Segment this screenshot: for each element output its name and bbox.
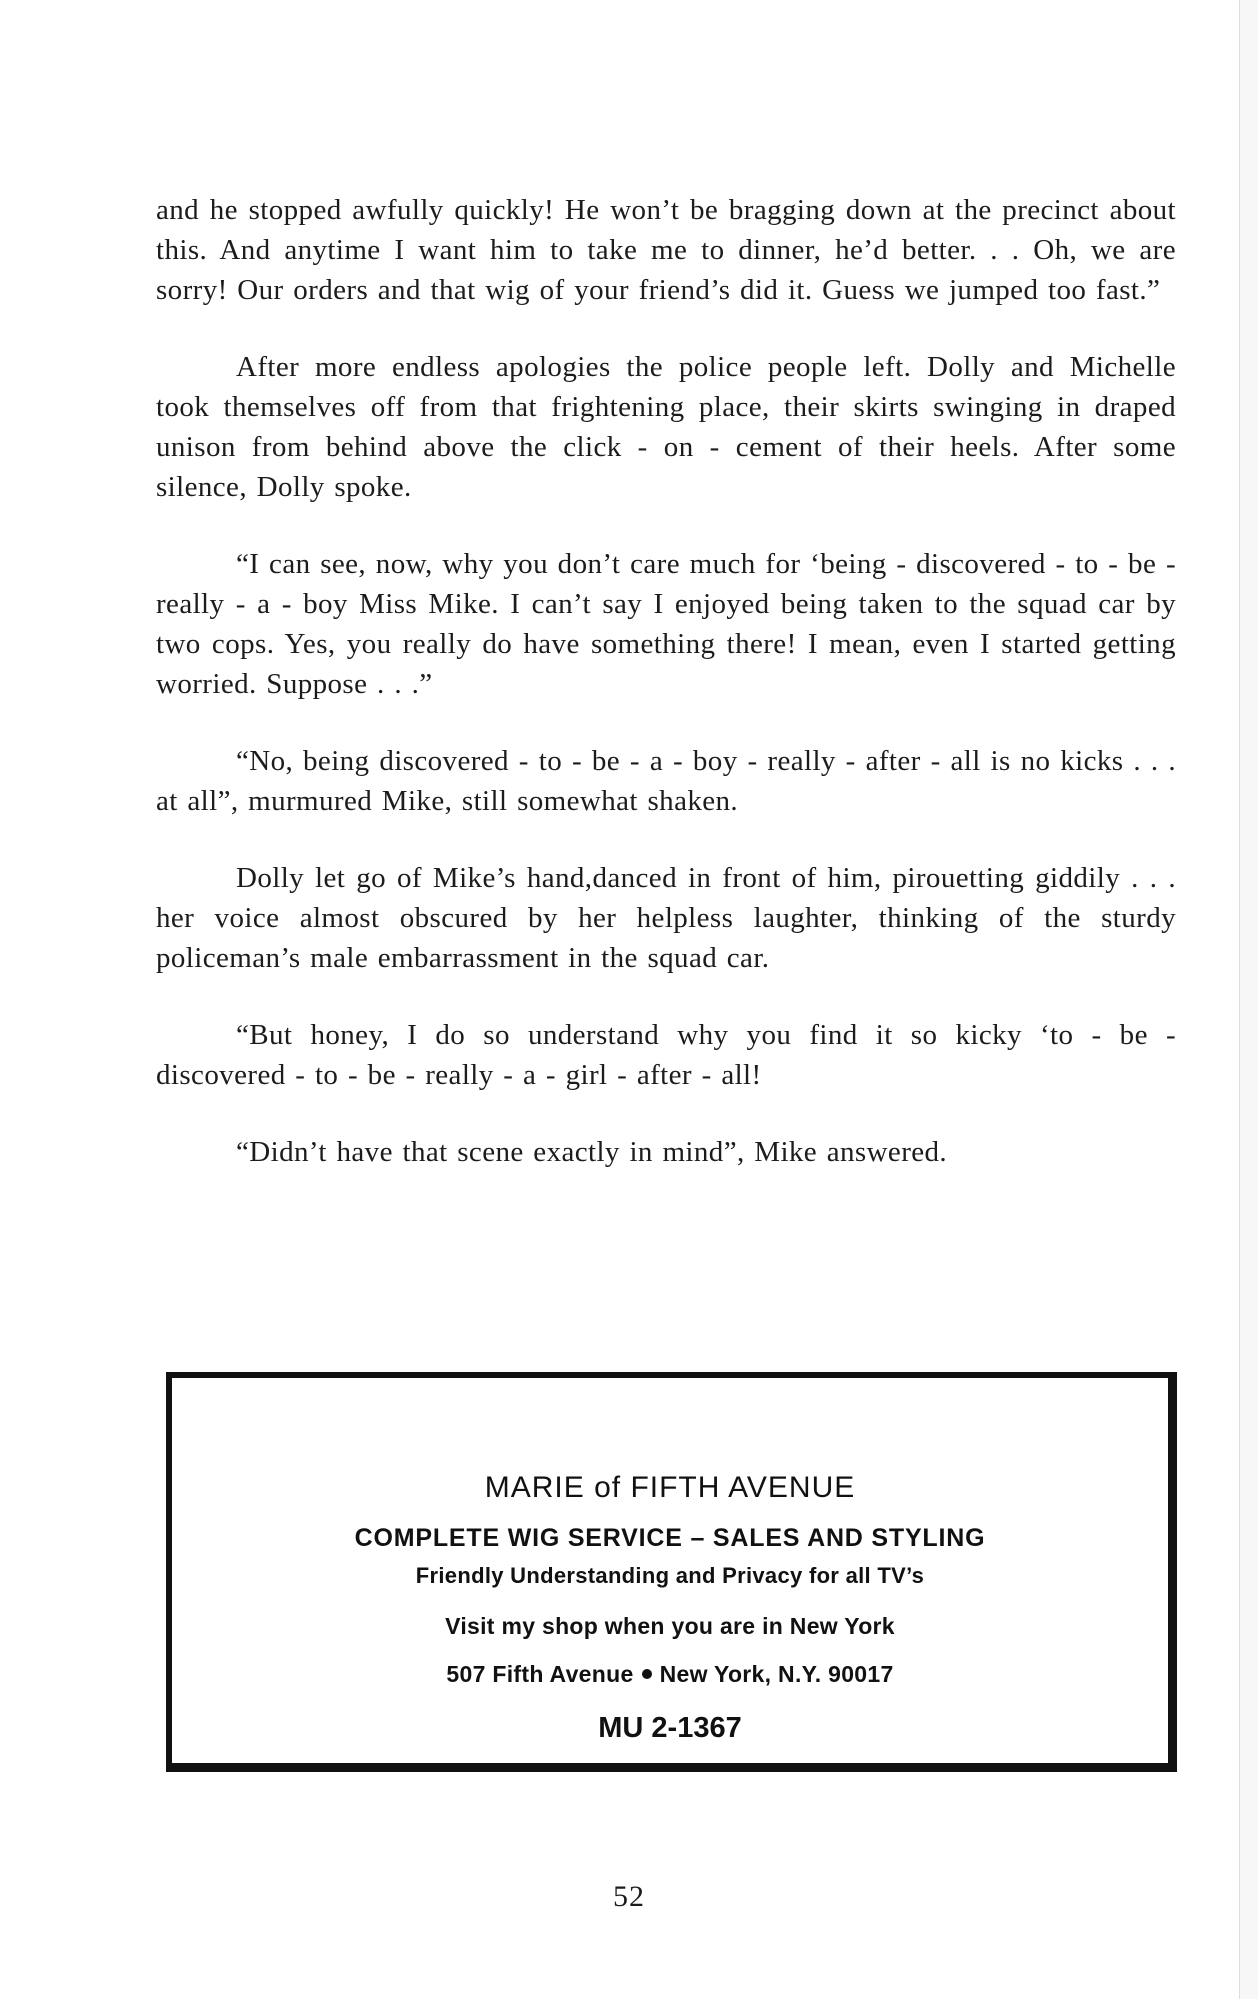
ad-phone: MU 2-1367 [598,1712,742,1744]
ad-title: MARIE of FIFTH AVENUE [484,1471,856,1504]
paragraph-2: After more endless apologies the police people left. Dolly and Michelle took themselves off from that frightening place, their skirts swinging in draped unison from behind above the click - on - cement of their heels. After some silence, Dolly spoke. [156,351,1176,503]
paragraph-7: “Didn’t have that scene exactly in mind”, Mike answered. [236,1136,948,1168]
paragraph-3: “I can see, now, why you don’t care much for ‘being - discovered - to - be - really - a - boy Miss Mike. I can’t say I enjoyed being taken to the squad car by two cops. Yes, you really do have something there! I mean, even I started getting worried. Suppose . . .” [156,548,1176,700]
page-body [156,190,1176,1209]
advertisement-box [166,1372,1177,1772]
paragraph-1: and he stopped awfully quickly! He won’t be bragging down at the precinct about this. And anytime I want him to take me to dinner, he’d better. . . Oh, we are sorry! Our orders and that wig of your friend’s did it. Guess we jumped too fast.” [156,194,1176,306]
ad-subtitle: COMPLETE WIG SERVICE – SALES AND STYLING [354,1524,986,1552]
paragraph-5: Dolly let go of Mike’s hand,danced in front of him, pirouetting giddily . . . her voice almost obscured by her helpless laughter, thinking of the sturdy policeman’s male embarrassment in the squad car. [156,862,1176,974]
ad-address-street: 507 Fifth Avenue [446,1661,634,1687]
ad-address [172,1661,1168,1688]
paragraph-4: “No, being discovered - to - be - a - boy - really - after - all is no kicks . . . at all”, murmured Mike, still somewhat shaken. [156,745,1176,817]
bullet-icon [642,1669,652,1679]
page-edge [1239,0,1258,1999]
page-number: 52 [613,1880,645,1913]
ad-visit-line: Visit my shop when you are in New York [445,1613,895,1639]
ad-address-city: New York, N.Y. 90017 [659,1661,894,1687]
paragraph-6: “But honey, I do so understand why you find it so kicky ‘to - be -discovered - to - be - really - a - girl - after - all! [156,1019,1176,1091]
ad-tagline: Friendly Understanding and Privacy for all TV’s [415,1563,925,1588]
